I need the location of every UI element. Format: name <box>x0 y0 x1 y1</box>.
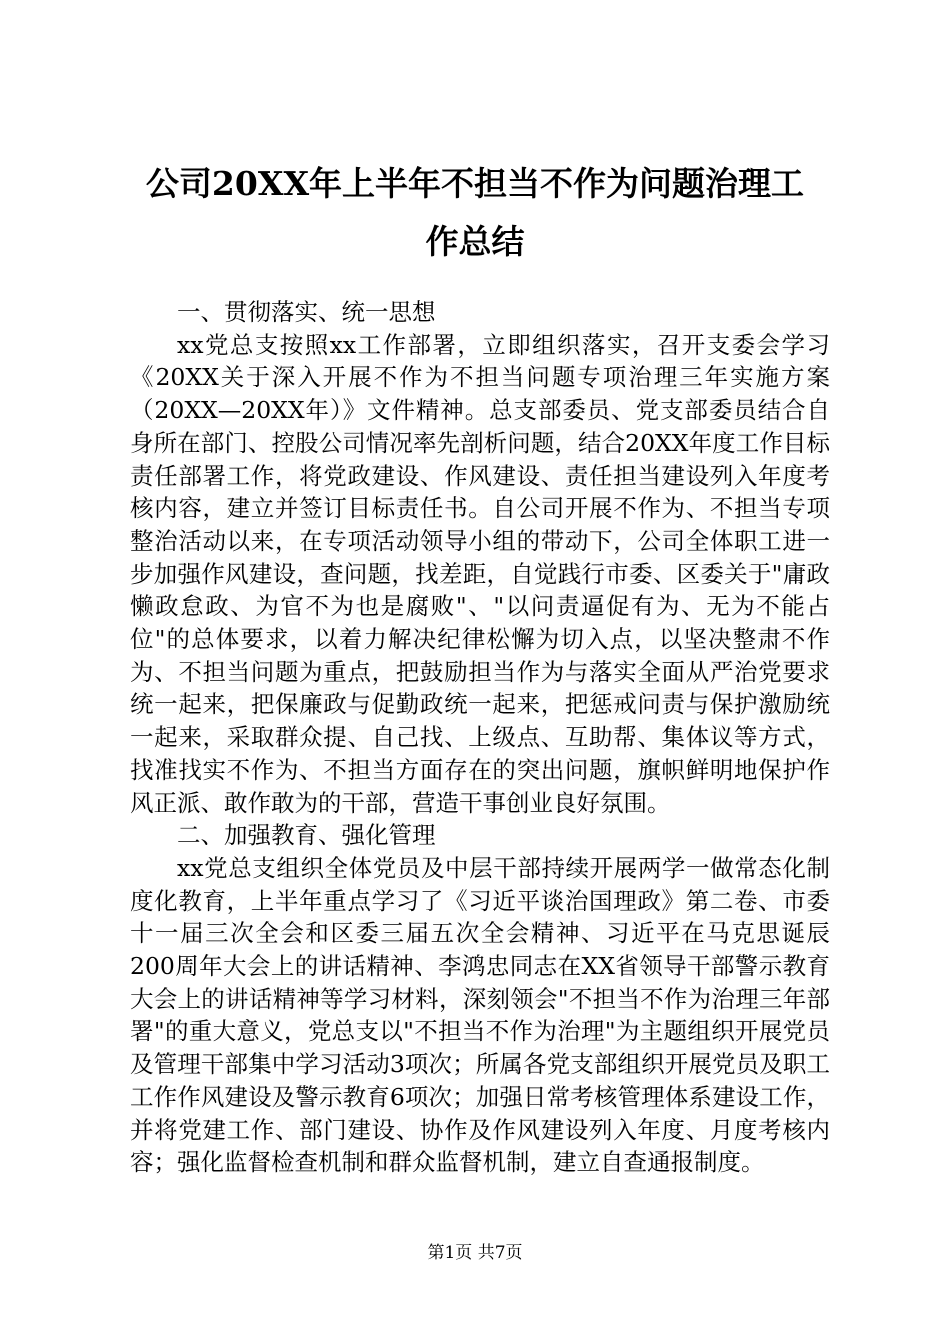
section-paragraph-2: xx党总支组织全体党员及中层干部持续开展两学一做常态化制度化教育，上半年重点学习了《习近平谈治国理政》第二卷、市委十一届三次全会和区委三届五次全会精神、习近平在马克思诞辰200周年大会上的讲话精神、李鸿忠同志在XX省领导干部警示教育大会上的讲话精神等学习材料，深刻领会"不担当不作为治理三年部署"的重大意义，党总支以"不担当不作为治理"为主题组织开展党员及管理干部集中学习活动3项次；所属各党支部组织开展党员及职工工作作风建设及警示教育6项次；加强日常考核管理体系建设工作，并将党建工作、部门建设、协作及作风建设列入年度、月度考核内容；强化监督检查机制和群众监督机制，建立自查通报制度。 <box>130 853 830 1177</box>
document-body <box>130 296 830 1179</box>
section-heading-2: 二、加强教育、强化管理 <box>177 821 436 850</box>
section-paragraph-1: xx党总支按照xx工作部署，立即组织落实，召开支委会学习《20XX关于深入开展不作为不担当问题专项治理三年实施方案（20XX—20XX年）》文件精神。总支部委员、党支部委员结合自身所在部门、控股公司情况率先剖析问题，结合20XX年度工作目标责任部署工作，将党政建设、作风建设、责任担当建设列入年度考核内容，建立并签订目标责任书。自公司开展不作为、不担当专项整治活动以来，在专项活动领导小组的带动下，公司全体职工进一步加强作风建设，查问题，找差距，自觉践行市委、区委关于"庸政懒政怠政、为官不为也是腐败"、"以问责逼促有为、无为不能占位"的总体要求，以着力解决纪律松懈为切入点，以坚决整肃不作为、不担当问题为重点，把鼓励担当作为与落实全面从严治党要求统一起来，把保廉政与促勤政统一起来，把惩戒问责与保护激励统一起来，采取群众提、自己找、上级点、互助帮、集体议等方式，找准找实不作为、不担当方面存在的突出问题，旗帜鲜明地保护作风正派、敢作敢为的干部，营造干事创业良好氛围。 <box>130 330 830 817</box>
section-heading-1: 一、贯彻落实、统一思想 <box>177 298 436 326</box>
document-title-line1: 公司20XX年上半年不担当不作为问题治理工 <box>145 164 805 203</box>
page-footer: 第1页 共7页 <box>427 1243 523 1263</box>
document-title-line2: 作总结 <box>425 222 525 261</box>
